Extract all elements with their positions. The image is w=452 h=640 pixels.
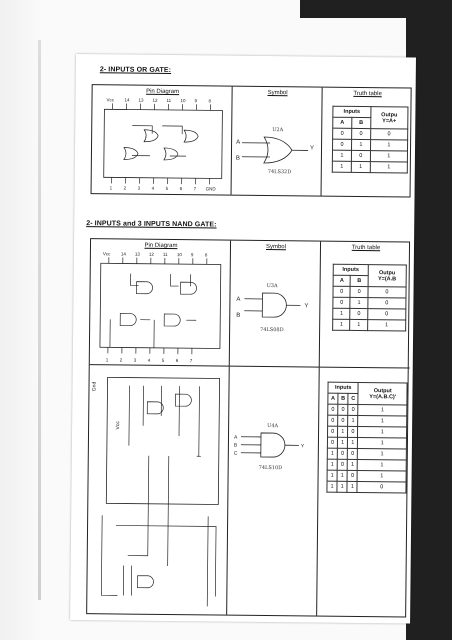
table-cell: 0 [338,415,348,426]
table-row [333,139,408,151]
table-cell: 1 [358,459,407,471]
table-row [333,128,408,140]
or-pin-bottom-4: 5 [165,185,169,191]
nand3-input-b: B [233,442,238,449]
table-cell: 1 [370,151,407,162]
table-cell: 1 [351,139,370,150]
nand2-symbol-label: U3A [266,283,278,290]
nand3-side-vcc: Vcc [115,421,122,430]
table-cell: 0 [370,129,407,140]
table-row [333,286,406,298]
nand2-gate-symbol [230,241,321,368]
table-cell: 1 [358,437,407,449]
nand-pin-top-5: 10 [176,252,182,258]
nand3-col-c: C [348,393,358,404]
nand3-pin-cell [87,365,230,614]
nand-pin-bottom-3: 4 [147,357,151,363]
nand3-gate-symbol [227,367,320,616]
nand-pin-top-0: Vcc [102,251,111,257]
table-cell: 1 [332,150,351,161]
or-gate-symbol [232,87,323,196]
table-cell: 0 [333,139,352,150]
nand2-pin-diagram [90,239,231,366]
table-row [327,437,406,449]
nand3-symbol-label: U4A [267,423,279,430]
table-cell: 0 [357,481,406,493]
binding-line [38,40,41,600]
or-output-label: Outpu Y=A+ [371,107,408,129]
table-row [333,297,406,309]
table-cell: 1 [327,459,337,470]
or-output-y: Y [309,145,315,152]
table-cell: 1 [367,320,405,331]
or-pin-cell [92,85,233,194]
or-input-a: A [236,139,241,146]
or-symbol-cell [232,87,323,196]
nand-pin-top-6: 9 [190,252,194,258]
table-row [327,470,406,482]
nand3-col-a: A [328,393,338,404]
or-pin-bottom-5: 6 [179,186,183,192]
or-pin-top-2: 13 [138,97,144,103]
table-cell: 0 [350,308,368,319]
table-cell: 1 [332,161,351,172]
table-cell: 0 [352,128,371,139]
table-row [327,448,406,460]
table-cell: 0 [351,150,370,161]
nand2-ic-label: 74LS08D [260,326,284,334]
or-pin-top-0: Vcc [106,97,115,103]
lab-page [70,54,416,624]
or-pin-top-5: 10 [180,98,186,104]
nand-gate-frame [86,238,410,617]
or-pin-bottom-2: 3 [137,185,141,191]
table-row [328,415,407,427]
table-cell: 1 [337,481,347,492]
table-row [328,404,407,416]
table-cell: 0 [333,128,352,139]
table-cell: 1 [338,437,348,448]
nand-pin-bottom-2: 3 [133,357,137,363]
truth-table-header: Truth table [353,90,382,98]
or-truth-cell [322,88,413,197]
symbol-header: Symbol [265,244,287,251]
symbol-header: Symbol [267,90,288,97]
table-cell: 0 [333,297,351,308]
or-col-b: B [352,117,371,128]
nand2-inputs-label: Inputs [333,264,368,275]
table-row [327,481,406,493]
or-pin-top-1: 14 [124,97,130,103]
table-cell: 0 [328,415,338,426]
nand3-truth-table [326,382,407,494]
table-cell: 1 [347,459,357,470]
table-row [333,319,406,331]
or-truth-table [332,106,409,174]
nand-pin-bottom-1: 2 [119,357,123,363]
nand-pin-top-3: 12 [148,251,154,257]
table-cell: 1 [338,426,348,437]
table-cell: 1 [347,481,357,492]
table-cell: 0 [337,448,347,459]
table-cell: 1 [358,470,407,482]
nand3-inputs-label: Inputs [328,382,359,393]
nand2-col-b: B [350,275,368,286]
nand3-symbol-cell [227,367,320,616]
table-cell: 1 [327,448,337,459]
table-row [332,161,407,173]
nand2-symbol-cell [230,241,321,368]
table-cell: 0 [333,286,351,297]
nand-pin-bottom-5: 6 [175,358,179,364]
or-pin-diagram [92,85,233,194]
nand-pin-bottom-6: 7 [189,358,193,364]
nand2-output-label: Outpu Y=(A.B [368,265,406,287]
table-cell: 1 [348,437,358,448]
or-inputs-label: Inputs [333,106,371,117]
table-row [328,426,407,438]
nand3-input-c: C [233,450,238,457]
table-cell: 0 [350,286,368,297]
table-cell: 1 [333,319,351,330]
nand3-input-a: A [233,434,238,441]
or-pin-bottom-3: 4 [151,185,155,191]
table-cell: 0 [368,309,406,320]
nand-pin-top-1: 14 [120,251,126,257]
or-pin-top-4: 11 [166,97,172,103]
table-cell: 0 [348,404,358,415]
table-cell: 1 [348,415,358,426]
nand3-output-label: Output Y=(A.B.C)' [358,382,407,405]
nand3-output-y: Y [300,443,305,450]
table-cell: 0 [337,459,347,470]
nand3-pin-diagram [87,365,230,614]
nand2-col-a: A [333,275,351,286]
nand-pin-bottom-4: 5 [161,357,165,363]
nand2-output-y: Y [304,303,309,310]
nand2-input-b: B [236,312,241,319]
nand2-pin-cell [90,239,231,366]
or-pin-top-6: 9 [194,98,198,104]
table-cell: 1 [337,470,347,481]
nand-pin-bottom-0: 1 [105,357,109,363]
table-cell: 1 [350,297,368,308]
table-cell: 1 [350,319,368,330]
table-cell: 1 [327,470,337,481]
table-cell: 0 [338,404,348,415]
table-cell: 1 [370,162,407,173]
table-row [327,459,406,471]
or-col-a: A [333,117,352,128]
pin-diagram-header: Pin Diagram [144,242,178,250]
table-cell: 1 [358,404,407,416]
nand3-ic-label: 74LS10D [258,464,283,472]
table-cell: 0 [348,426,358,437]
section-title-nand: 2- INPUTS and 3 INPUTS NAND GATE: [86,220,217,229]
nand2-truth-table [332,264,407,332]
table-cell: 1 [358,426,407,438]
dark-background-top [300,0,452,18]
table-cell: 0 [368,287,406,298]
table-cell: 1 [327,481,337,492]
table-cell: 0 [328,404,338,415]
nand3-truth-cell [317,368,410,617]
nand2-truth-cell [320,242,411,369]
nand-pin-top-4: 11 [162,251,168,257]
or-input-b: B [235,155,240,162]
or-symbol-label: U2A [272,127,284,134]
or-ic-label: 74LS32D [267,169,292,176]
or-pin-top-7: 8 [208,98,212,104]
table-cell: 0 [348,448,358,459]
pin-diagram-header: Pin Diagram [146,88,180,96]
or-gate-frame [91,84,412,197]
table-cell: 0 [347,470,357,481]
truth-table-header: Truth table [351,244,381,252]
nand2-input-a: A [236,296,241,303]
or-pin-top-3: 12 [152,97,158,103]
table-cell: 1 [370,140,407,151]
table-row [332,150,407,162]
table-cell: 0 [328,426,338,437]
or-pin-bottom-7: GND [205,186,216,192]
nand-pin-top-7: 8 [204,252,208,258]
or-pin-bottom-1: 2 [123,185,127,191]
nand3-col-b: B [338,393,348,404]
table-cell: 1 [358,415,407,427]
table-cell: 0 [327,437,337,448]
or-pin-bottom-0: 1 [109,185,113,191]
section-title-or: 2- INPUTS OR GATE: [99,66,172,74]
table-cell: 1 [351,161,370,172]
table-cell: 0 [368,298,406,309]
or-pin-bottom-6: 7 [193,186,197,192]
nand3-side-gnd: Gnd [91,381,98,392]
table-cell: 1 [333,308,351,319]
table-cell: 1 [358,448,407,460]
nand-pin-top-2: 13 [134,251,140,257]
table-row [333,308,406,320]
